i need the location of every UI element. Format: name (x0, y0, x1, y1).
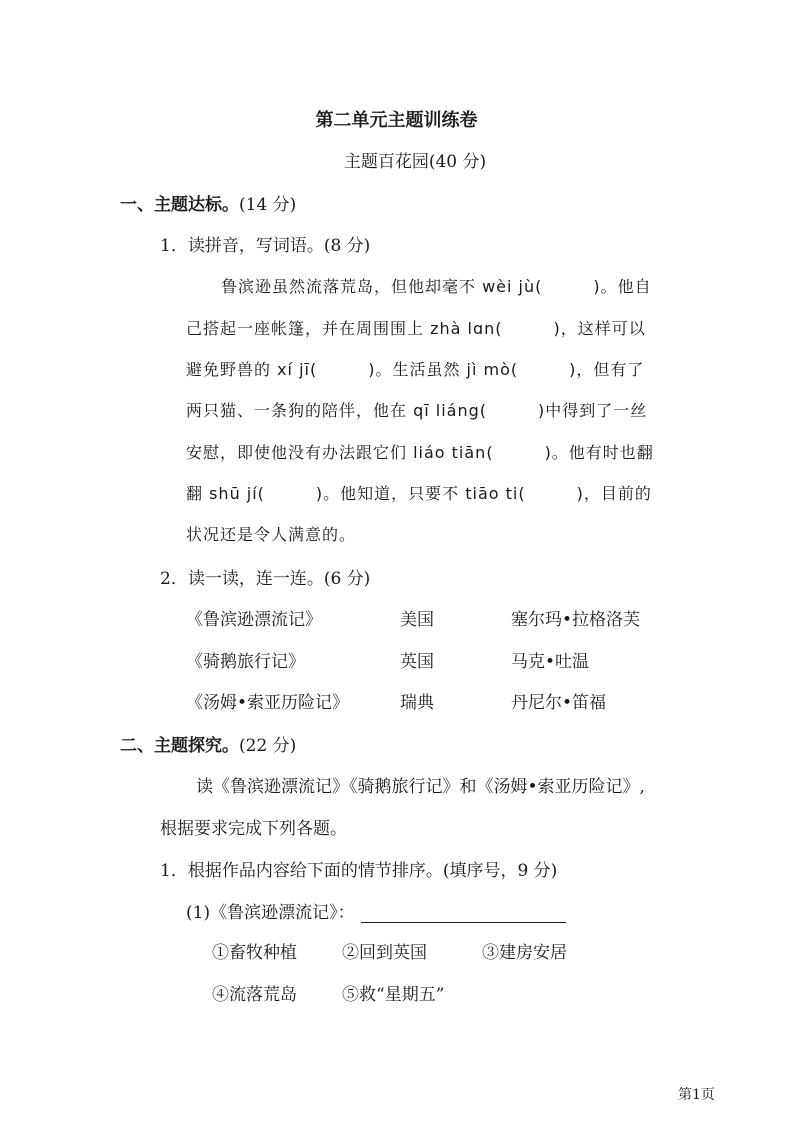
option-4: ④流落荒岛 (212, 985, 297, 1005)
section2-question-1-prompt: 1．根据作品内容给下面的情节排序。(填序号，9 分) (160, 861, 558, 881)
country-1: 美国 (400, 610, 434, 630)
book-2: 《骑鹅旅行记》 (186, 652, 305, 672)
question-1-prompt: 1．读拼音，写词语。(8 分) (160, 236, 371, 256)
author-3: 丹尼尔•笛福 (511, 693, 607, 713)
answer-line[interactable] (361, 904, 566, 923)
pinyin-line-6: 翻 shū jí( )。他知道，只要不 tiāo ti( )，目前的 (186, 484, 652, 503)
pinyin-line-2: 己搭起一座帐篷，并在周围围上 zhà lɑn( )，这样可以 (186, 319, 646, 338)
section2-heading-text: 二、主题探究。 (120, 736, 239, 756)
pinyin-line-4: 两只猫、一条狗的陪伴，他在 qī liáng( )中得到了一丝 (186, 401, 648, 420)
country-3: 瑞典 (400, 693, 434, 713)
question-2-prompt: 2．读一读，连一连。(6 分) (160, 569, 371, 589)
sub-question-1 (186, 898, 566, 923)
page-number: 第1页 (678, 1087, 715, 1103)
page-subtitle: 主题百花园(40 分) (343, 152, 487, 172)
section2-heading (120, 731, 296, 756)
book-3: 《汤姆•索亚历险记》 (186, 693, 350, 713)
page-title: 第二单元主题训练卷 (315, 110, 478, 131)
author-2: 马克•吐温 (511, 652, 590, 672)
option-3: ③建房安居 (482, 943, 567, 963)
option-5: ⑤救“星期五” (342, 985, 445, 1005)
section1-heading (120, 190, 296, 215)
country-2: 英国 (400, 652, 434, 672)
sub-question-1-label: (1)《鲁滨逊漂流记》： (186, 903, 355, 923)
option-1: ①畜牧种植 (212, 943, 297, 963)
pinyin-line-5: 安慰，即使他没有办法跟它们 liáo tiān( )。他有时也翻 (186, 443, 654, 462)
pinyin-line-7: 状况还是令人满意的。 (186, 525, 357, 544)
section2-intro-line2: 根据要求完成下列各题。 (160, 819, 347, 839)
section1-score: (14 分) (239, 195, 297, 215)
book-1: 《鲁滨逊漂流记》 (186, 610, 322, 630)
pinyin-line-3: 避免野兽的 xí jī( )。生活虽然 jì mò( )，但有了 (186, 360, 645, 379)
section1-heading-text: 一、主题达标。 (120, 195, 239, 215)
section2-intro-line1: 读《鲁滨逊漂流记》《骑鹅旅行记》和《汤姆•索亚历险记》, (196, 777, 645, 797)
author-1: 塞尔玛•拉格洛芙 (511, 610, 641, 630)
pinyin-line-1: 鲁滨逊虽然流落荒岛，但他却毫不 wèi jù( )。他自 (221, 277, 652, 296)
option-2: ②回到英国 (342, 943, 427, 963)
section2-score: (22 分) (239, 736, 297, 756)
